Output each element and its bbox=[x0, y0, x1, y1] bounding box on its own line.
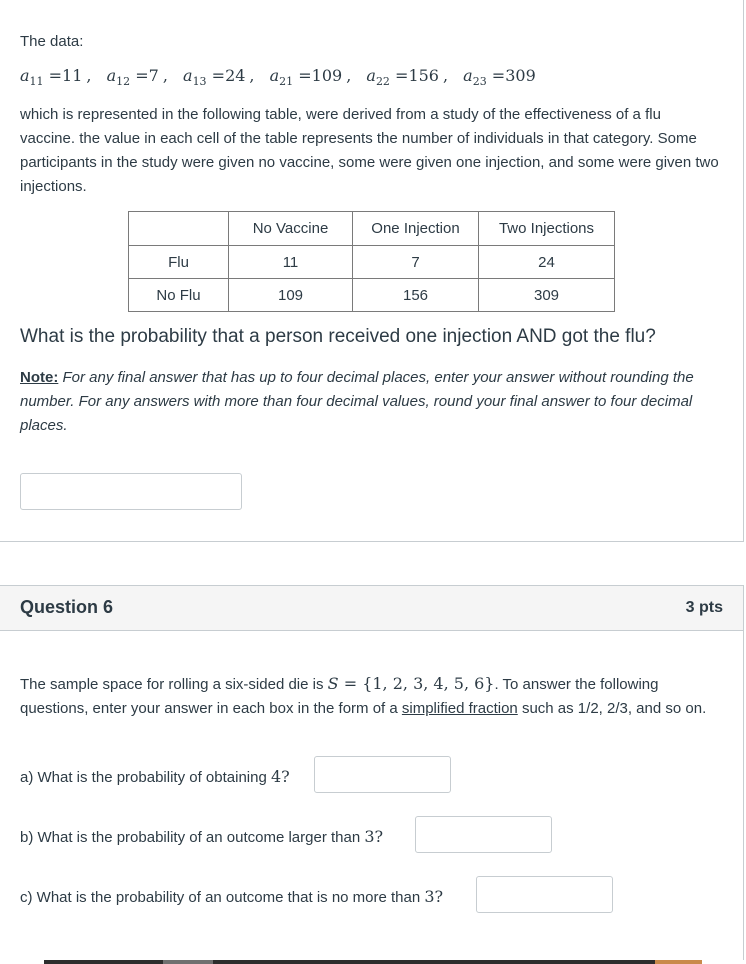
data-table bbox=[128, 211, 615, 312]
table-row-label: No Flu bbox=[129, 279, 229, 312]
question-points: 3 pts bbox=[685, 599, 723, 616]
part-c-question: c) What is the probability of an outcome that is no more than 3? bbox=[20, 887, 444, 906]
answer-input[interactable] bbox=[20, 473, 242, 510]
part-c-answer-input[interactable] bbox=[476, 876, 613, 913]
bottom-bar-accent bbox=[655, 960, 702, 964]
rounding-note bbox=[20, 366, 720, 438]
part-a-question: a) What is the probability of obtaining 4? bbox=[20, 767, 290, 786]
table-cell: 109 bbox=[229, 279, 353, 312]
question-6-body bbox=[0, 630, 744, 960]
bottom-scroll-bar[interactable] bbox=[44, 960, 702, 964]
table-row-label: Flu bbox=[129, 246, 229, 279]
variable-list: $a_{11} =11$ , $a_{12} =7$ , $a_{13} =24$ , $a_{21} =109$ , $a_{22} =156$ , $a_{23} =309$ bbox=[20, 66, 536, 89]
sample-space-math: S = {1, 2, 3, 4, 5, 6} bbox=[327, 674, 495, 693]
variable-a23: $a_{23} =309$ bbox=[463, 66, 536, 89]
table-header-cell: No Vaccine bbox=[229, 212, 353, 246]
table-cell: 156 bbox=[353, 279, 479, 312]
variable-a11: $a_{11} =11$ bbox=[20, 66, 83, 89]
question-title: Question 6 bbox=[20, 597, 114, 617]
table-cell: 11 bbox=[229, 246, 353, 279]
variable-a21: $a_{21} =109$ bbox=[269, 66, 343, 89]
table-header-cell: Two Injections bbox=[479, 212, 615, 246]
question-text: What is the probability that a person received one injection AND got the flu? bbox=[20, 326, 656, 347]
part-a-answer-input[interactable] bbox=[314, 756, 451, 793]
part-b-answer-input[interactable] bbox=[415, 816, 552, 853]
note-text: For any final answer that has up to four decimal places, enter your answer without rounding the number. For any answers with more than four decimal values, round your final answer to four decimal places. bbox=[20, 369, 694, 434]
simplified-fraction-link: simplified fraction bbox=[401, 700, 518, 717]
table-cell: 7 bbox=[353, 246, 479, 279]
table-header-cell: One Injection bbox=[353, 212, 479, 246]
table-row bbox=[129, 246, 615, 279]
sample-space-intro: The sample space for rolling a six-sided die is S = {1, 2, 3, 4, 5, 6}. To answer the following questions, enter your answer in each box in the form of a simplified fraction such as 1/2, 2/3, and so on. bbox=[20, 674, 707, 717]
table-header-cell bbox=[129, 212, 229, 246]
bottom-scroll-thumb[interactable] bbox=[163, 960, 213, 964]
variable-a13: $a_{13} =24$ bbox=[183, 66, 246, 89]
table-header-row bbox=[129, 212, 615, 246]
question-6-header bbox=[0, 585, 744, 631]
note-label: Note: bbox=[20, 369, 59, 386]
part-b-question: b) What is the probability of an outcome larger than 3? bbox=[20, 827, 384, 846]
table-cell: 24 bbox=[479, 246, 615, 279]
variable-a12: $a_{12} =7$ bbox=[106, 66, 159, 89]
study-description: which is represented in the following table, were derived from a study of the effectiveness of a flu vaccine. the value in each cell of the table represents the number of individuals in that category. Some participants in the study were given no vaccine, some were given one injection, and some were given two injections. bbox=[20, 106, 719, 195]
data-label: The data: bbox=[20, 33, 84, 50]
table-cell: 309 bbox=[479, 279, 615, 312]
table-row bbox=[129, 279, 615, 312]
variable-a22: $a_{22} =156$ bbox=[366, 66, 439, 89]
